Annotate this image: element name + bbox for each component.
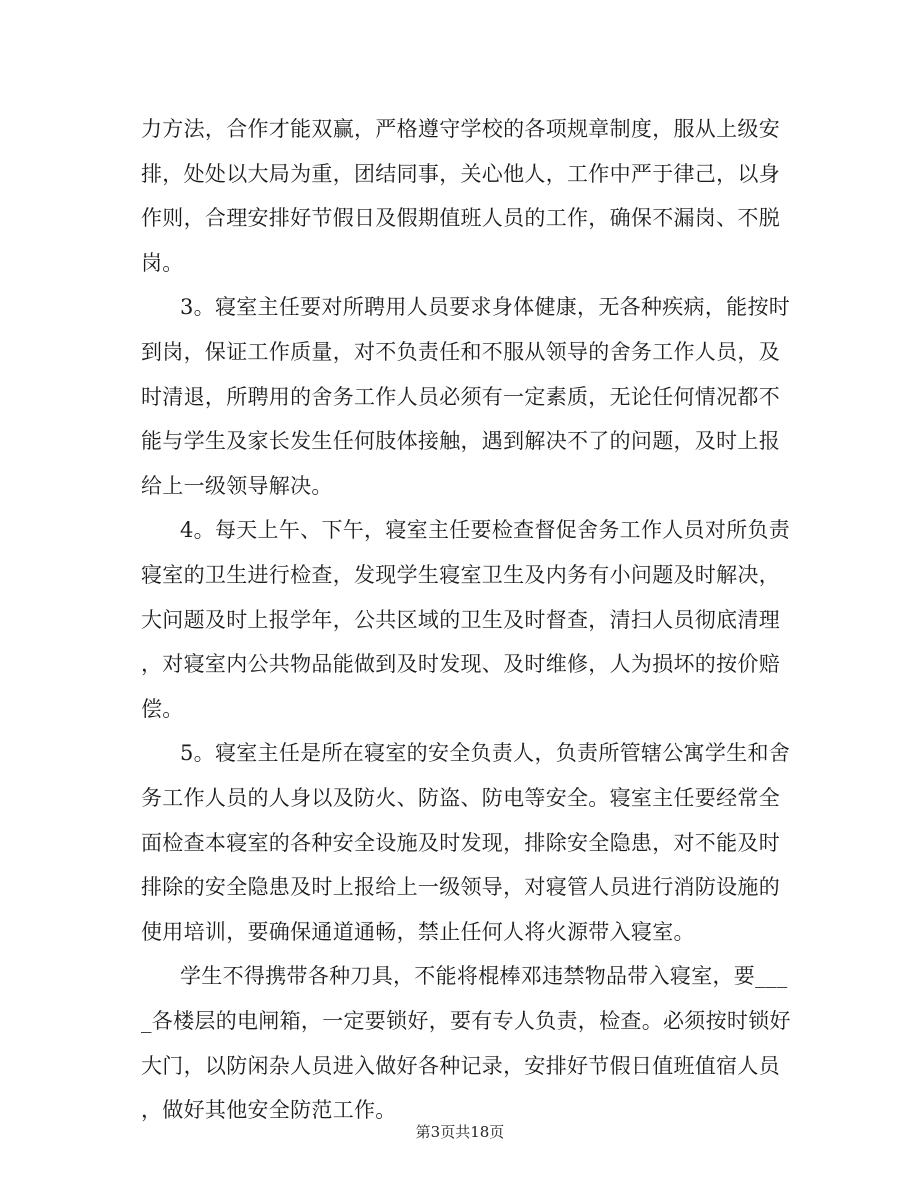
- text-line: 岗。: [141, 250, 184, 275]
- text-line: 排除的安全隐患及时上报给上一级领导，对寝管人员进行消防设施的: [141, 875, 780, 900]
- paragraph-first-line: 3。寝室主任要对所聘用人员要求身体健康，无各种疾病，能按时: [180, 295, 791, 320]
- paragraph-first-line: 4。每天上午、下午，寝室主任要检查督促舍务工作人员对所负责: [180, 518, 791, 543]
- text-line: 寝室的卫生进行检查，发现学生寝室卫生及内务有小问题及时解决，: [141, 563, 780, 587]
- text-line: 到岗，保证工作质量，对不负责任和不服从领导的舍务工作人员，及: [141, 340, 780, 364]
- text-line: _各楼层的电闸箱，一定要锁好，要有专人负责，检查。必须按时锁好: [141, 1009, 791, 1033]
- text-line: 给上一级领导解决。: [141, 473, 333, 498]
- text-line: 大问题及时上报学年，公共区域的卫生及时督查，清扫人员彻底清理: [141, 607, 780, 632]
- text-line: ，对寝室内公共物品能做到及时发现、及时维修，人为损坏的按价赔: [141, 652, 780, 677]
- text-line: 作则，合理安排好节假日及假期值班人员的工作，确保不漏岗、不脱: [141, 206, 780, 231]
- page-number: 第3页共18页: [415, 1123, 505, 1141]
- text-line: 使用培训，要确保通道通畅，禁止任何人将火源带入寝室。: [141, 919, 695, 944]
- text-line: 时清退，所聘用的舍务工作人员必须有一定素质，无论任何情况都不: [141, 384, 780, 409]
- text-line: ，做好其他安全防范工作。: [141, 1098, 397, 1123]
- text-line: 面检查本寝室的各种安全设施及时发现，排除安全隐患，对不能及时: [141, 830, 780, 855]
- text-line: 偿。: [141, 696, 184, 721]
- text-line: 大门，以防闲杂人员进入做好各种记录，安排好节假日值班值宿人员: [141, 1053, 780, 1078]
- text-line: 务工作人员的人身以及防火、防盗、防电等安全。寝室主任要经常全: [141, 786, 780, 810]
- paragraph-first-line: 5。寝室主任是所在寝室的安全负责人，负责所管辖公寓学生和舍: [180, 741, 791, 766]
- text-line: 排，处处以大局为重，团结同事，关心他人，工作中严于律己，以身: [141, 161, 780, 186]
- text-line: 能与学生及家长发生任何肢体接触，遇到解决不了的问题，及时上报: [141, 429, 780, 454]
- text-line: 力方法，合作才能双赢，严格遵守学校的各项规章制度，服从上级安: [141, 117, 780, 141]
- paragraph-first-line: 学生不得携带各种刀具，不能将棍棒邓违禁物品带入寝室，要___: [180, 964, 788, 989]
